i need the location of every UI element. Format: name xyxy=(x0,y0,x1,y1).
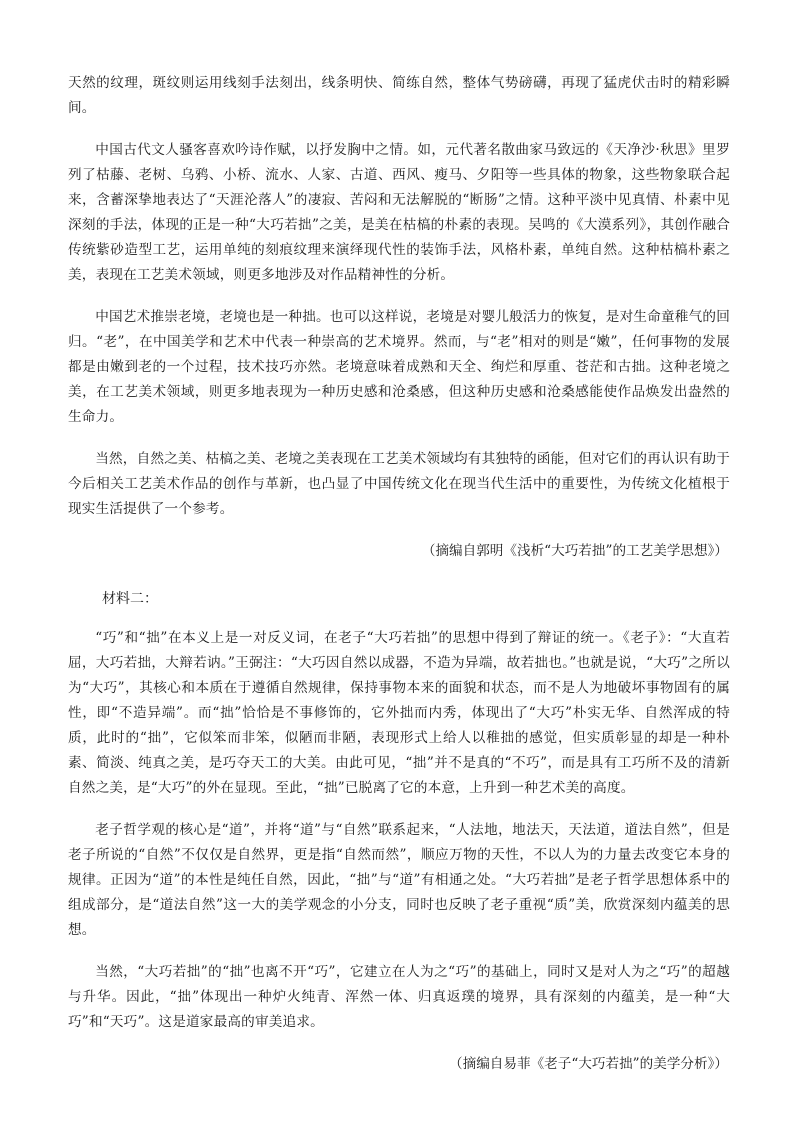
paragraph-continuation: 天然的纹理，斑纹则运用线刻手法刻出，线条明快、简练自然，整体气势磅礴，再现了猛虎伏击时的精彩瞬间。 xyxy=(68,75,730,116)
paragraph: 老子哲学观的核心是“道”，并将“道”与“自然”联系起来，“人法地，地法天，天法道，道法自然”，但是老子所说的“自然”不仅仅是自然界，更是指“自然而然”，顺应万物的天性，不以人为的力量去改变它本身的规律。正因为“道”的本性是纯任自然，因此，“拙”与“道”有相通之处。“大巧若拙”是老子哲学思想体系中的组成部分，是“道法自然”这一大的美学观念的小分支，同时也反映了老子重视“质”美，欣赏深刻内蕴美的思想。 xyxy=(68,822,730,938)
source-citation: （摘编自易菲《老子“大巧若拙”的美学分析》） xyxy=(449,1056,728,1072)
paragraph: “巧”和“拙”在本义上是一对反义词，在老子“大巧若拙”的思想中得到了辩证的统一。《老子》：“大直若屈，大巧若拙，大辩若讷。”王弼注：“大巧因自然以成器，不造为异端，故若拙也。”也就是说，“大巧”之所以为“大巧”，其核心和本质在于遵循自然规律，保持事物本来的面貌和状态，而不是人为地破坏事物固有的属性，即“不造异端”。而“拙”恰恰是不事修饰的，它外拙而内秀，体现出了“大巧”朴实无华、自然浑成的特质，此时的“拙”，它似笨而非笨，似陋而非陋，表现形式上给人以稚拙的感觉，但实质彰显的却是一种朴素、简淡、纯真之美，是巧夺天工的大美。由此可见，“拙”并不是真的“不巧”，而是具有工巧所不及的清新自然之美，是“大巧”的外在显现。至此，“拙”已脱离了它的本意，上升到一种艺术美的高度。 xyxy=(68,630,730,796)
section-heading: 材料二： xyxy=(102,590,158,606)
paragraph: 当然，“大巧若拙”的“拙”也离不开“巧”，它建立在人为之“巧”的基础上，同时又是对人为之“巧”的超越与升华。因此，“拙”体现出一种炉火纯青、浑然一体、归真返璞的境界，具有深刻的内蕴美，是一种“大巧”和“天巧”。这是道家最高的审美追求。 xyxy=(68,964,730,1030)
paragraph: 当然，自然之美、枯槁之美、老境之美表现在工艺美术领域均有其独特的函能，但对它们的再认识有助于今后相关工艺美术作品的创作与革新，也凸显了中国传统文化在现当代生活中的重要性，为传统文化植根于现实生活提供了一个参考。 xyxy=(68,451,730,517)
paragraph: 中国艺术推崇老境，老境也是一种拙。也可以这样说，老境是对婴儿般活力的恢复，是对生命童稚气的回归。“老”，在中国美学和艺术中代表一种崇高的艺术境界。然而，与“老”相对的则是“嫩”，任何事物的发展都是由嫩到老的一个过程，技术技巧亦然。老境意味着成熟和天全、绚烂和厚重、苍茫和古拙。这种老境之美，在工艺美术领域，则更多地表现为一种历史感和沧桑感，但这种历史感和沧桑感能使作品焕发出盎然的生命力。 xyxy=(68,309,730,425)
document-body xyxy=(68,71,730,1099)
source-citation: （摘编自郭明《浅析“大巧若拙”的工艺美学思想》） xyxy=(421,543,728,559)
paragraph: 中国古代文人骚客喜欢吟诗作赋，以抒发胸中之情。如，元代著名散曲家马致远的《天净沙·秋思》里罗列了枯藤、老树、乌鸦、小桥、流水、人家、古道、西风、瘦马、夕阳等一些具体的物象，这些物象联合起来，含蓄深挚地表达了“天涯沦落人”的凄寂、苦闷和无法解脱的“断肠”之情。这种平淡中见真情、朴素中见深刻的手法，体现的正是一种“大巧若拙”之美，是美在枯槁的朴素的表现。吴鸣的《大漠系列》，其创作融合传统紫砂造型工艺，运用单纯的刻痕纹理来演绎现代性的装饰手法，风格朴素，单纯自然。这种枯槁朴素之美，表现在工艺美术领域，则更多地涉及对作品精神性的分析。 xyxy=(68,142,730,283)
